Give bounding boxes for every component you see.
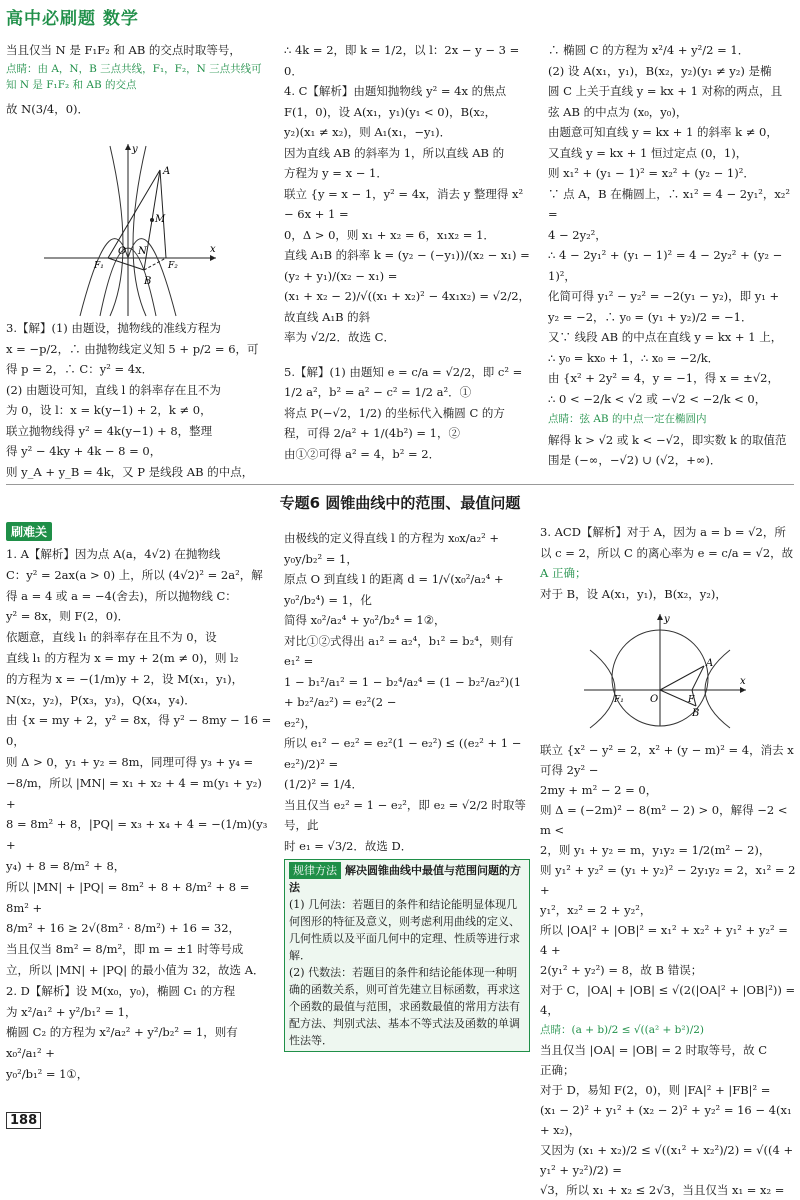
y-axis-label: y [132,144,138,155]
text-line: 4. C【解析】由题知抛物线 y² = 4x 的焦点 [284,84,507,98]
text-line: y₀²/b₁² = 1①， [6,1066,89,1081]
point-label-n: N [138,246,147,257]
text-line: ∵ 点 A，B 在椭圆上，∴ x₁² = 4 − 2y₁²，x₂² = [548,186,791,221]
point-label-o: O [650,694,659,705]
difficulty-badge: 刷难关 [6,522,52,541]
parabola-figure [40,140,220,320]
method-box [284,859,530,1052]
text-line: 围是 (−∞，−√2) ∪ (√2，+∞)． [548,453,722,467]
method-paragraph: (1) 几何法：若题目的条件和结论能明显体现几何图形的特征及意义，则考虑利用曲线的定义、几何性质以及平面几何中的定理、性质等进行求解． [289,898,520,962]
text-line: 则 Δ > 0，y₁ + y₂ = 8m，同理可得 y₃ + y₄ = [6,754,254,769]
note-text: 点睛：由 A，N，B 三点共线，F₁，F₂，N 三点共线可知 N 是 F₁F₂ 和 AB 的交点 [6,62,262,91]
text-line: 又∵ 线段 AB 的中点在直线 y = kx + 1 上， [548,330,783,344]
text-line: 程，可得 2/a² + 1/(4b²) = 1，② [284,426,460,440]
text-line: 当且仅当 e₂² = 1 − e₂²，即 e₂ = √2/2 时取等号，此 [284,797,526,832]
text-line: √3，所以 x₁ + x₂ ≤ 2√3，当且仅当 x₁ = x₂ = [540,1183,785,1197]
text-line: ∴ 0 < −2/k < √2 或 −√2 < −2/k < 0， [548,391,767,406]
text-line: 又因为 (x₁ + x₂)/2 ≤ √((x₁² + x₂²)/2) = √((4 + y₁² + y₂²)/2) = [540,1143,794,1177]
text-line: 1 − b₁²/a₁² = 1 − b₂⁴/a₂⁴ = (1 − b₂²/a₂²)(1 + b₂²/a₂²) = e₂²(2 − [284,674,522,709]
text-line: y₁²，x₂² = 2 + y₂²， [540,903,652,917]
key-point-note: 点睛：弦 AB 的中点一定在椭圆内 [548,413,707,425]
text-line: 则 y_A + y_B = 4k，又 P 是线段 AB 的中点， [6,464,254,479]
point-label-f2: F₂ [168,261,178,271]
text-line: 则 y₁² + y₂² = (y₁ + y₂)² − 2y₁y₂ = 2，x₁² = 2 + [540,863,796,897]
text-line: 联立抛物线得 y² = 4k(y−1) + 8，整理 [6,423,213,438]
point-label-f: F [688,695,695,705]
text-line: (x₁ + x₂ − 2)/√((x₁ + x₂)² − 4x₁x₂) = √2/2，故直线 A₁B 的斜 [284,289,531,324]
point-label-a: A [706,658,714,669]
text-line: 由 {x² + 2y² = 4，y = −1，得 x = ±√2， [548,371,779,385]
upper-column-3 [548,40,796,471]
hyperbola-circle-figure [580,610,750,730]
text-line: 当且仅当 8m² = 8/m²，即 m = ±1 时等号成 [6,942,244,957]
text-line: 化简可得 y₁² − y₂² = −2(y₁ − y₂)，即 y₁ + [548,289,780,303]
text-line: 对于 C，|OA| + |OB| ≤ √(2(|OA|² + |OB|²)) = 4， [540,983,796,1017]
method-title: 规律方法 [289,862,341,879]
text-line: 得 a = 4 或 a = −4(舍去)，所以抛物线 C： [6,588,237,603]
text-line: 依题意，直线 l₁ 的斜率存在且不为 0，设 [6,630,217,645]
text-line: (x₁ − 2)² + y₁² + (x₂ − 2)² + y₂² = 16 − 4(x₁ + x₂)， [540,1103,792,1137]
text-line: 将点 P(−√2，1/2) 的坐标代入椭圆 C 的方 [284,405,505,420]
page-header-title: 高中必刷题 数学 [6,9,139,29]
text-line: ∴ 4k = 2，即 k = 1/2，以 l：2x − y − 3 = 0． [284,43,520,78]
lower-column-3 [540,522,796,604]
method-heading [289,862,525,896]
text-line: 故 N(3/4，0)． [6,101,90,116]
text-line: 2my + m² − 2 = 0， [540,783,658,797]
lower-column-3-part-b [540,740,796,1200]
text-line: F(1，0)，设 A(x₁，y₁)(y₁ < 0)，B(x₂， [284,104,497,119]
upper-column-2 [284,40,534,464]
text-line: 由极线的定义得直线 l 的方程为 x₀x/a₂² + [284,531,499,545]
text-line: 以 c = 2，所以 C 的离心率为 e = c/a = √2，故 [540,545,794,560]
text-line: 0，Δ > 0，则 x₁ + x₂ = 6，x₁x₂ = 1． [284,227,495,242]
text-line: 则 x₁² + (y₁ − 1)² = x₂² + (y₂ − 1)²． [548,166,755,180]
text-line: 因为直线 AB 的斜率为 1，所以直线 AB 的 [284,145,505,160]
text-line: 所以 e₁² − e₂² = e₂²(1 − e₂²) ≤ ((e₂² + 1 − e₂²)/2)² = [284,736,522,771]
text-line: 弦 AB 的中点为 (x₀，y₀)， [548,104,688,119]
text-line: 立，所以 |MN| + |PQ| 的最小值为 32，故选 A． [6,962,265,977]
method-heading-text: 解决圆锥曲线中最值与范围问题的方法 [289,864,521,894]
text-line: 的方程为 x = −(1/m)y + 2，设 M(x₁，y₁)， [6,671,244,686]
page-number: 188 [6,1112,41,1129]
text-line: 2，则 y₁ + y₂ = m，y₁y₂ = 1/2(m² − 2)， [540,843,771,857]
x-axis-label: x [740,676,746,687]
text-line: 所以 |OA|² + |OB|² = x₁² + x₂² + y₁² + y₂² = 4 + [540,923,788,957]
text-line: 为 x²/a₁² + y²/b₁² = 1， [6,1004,137,1019]
text-line: 当且仅当 |OA| = |OB| = 2 时取等号，故 C [540,1043,768,1057]
text-line: C：y² = 2ax(a > 0) 上，所以 (4√2)² = 2a²，解 [6,567,263,582]
text-line: ∴ 椭圆 C 的方程为 x²/4 + y²/2 = 1． [548,43,750,57]
text-line: 方程为 y = x − 1． [284,166,388,180]
text-line: y₂)(x₁ ≠ x₂)，则 A₁(x₁，−y₁)． [284,125,452,139]
text-line: 对比①②式得出 a₁² = a₂⁴，b₁² = b₂⁴，则有 e₁² = [284,633,514,668]
text-line: 为 0，设 l：x = k(y−1) + 2，k ≠ 0， [6,403,212,417]
text-line: 则 Δ = (−2m)² − 8(m² − 2) > 0，解得 −2 < m < [540,803,788,837]
upper-column-1 [6,40,268,119]
text-line: 1. A【解析】因为点 A(a，4√2) 在抛物线 [6,547,221,561]
section-title: 专题6 圆锥曲线中的范围、最值问题 [279,494,521,512]
text-line: A 正确； [540,566,587,580]
text-line: 简得 x₀²/a₂⁴ + y₀²/b₂⁴ = 1②， [284,613,446,627]
text-line: 所以 |MN| + |PQ| = 8m² + 8 + 8/m² + 8 = 8m² + [6,879,250,915]
text-line: N(x₂，y₂)，P(x₃，y₃)，Q(x₄，y₄)． [6,692,196,707]
text-line: y₂ = −2，∴ y₀ = (y₁ + y₂)/2 = −1． [548,309,753,324]
y-axis-label: y [664,614,670,625]
point-label-b: B [144,276,152,287]
point-label-a: A [163,166,171,177]
point-label-f1: F₁ [614,695,624,705]
point-label-b: B [692,708,700,719]
text-line: 直线 l₁ 的方程为 x = my + 2(m ≠ 0)，则 l₂ [6,650,239,665]
text-line: 由题意可知直线 y = kx + 1 的斜率 k ≠ 0， [548,125,778,139]
lower-column-2 [284,528,530,1052]
text-line: y₄) + 8 = 8/m² + 8， [6,858,126,873]
text-line: 又直线 y = kx + 1 恒过定点 (0，1)， [548,145,748,160]
text-line: 得 p = 2，∴ C：y² = 4x． [6,362,154,376]
text-line: (2) 设 A(x₁，y₁)，B(x₂，y₂)(y₁ ≠ y₂) 是椭 [548,63,772,78]
text-line: 8 = 8m² + 8，|PQ| = x₃ + x₄ + 4 = −(1/m)(y₃ + [6,817,268,853]
text-line: 3.【解】(1) 由题设，抛物线的准线方程为 [6,321,221,335]
text-line: 时 e₁ = √3/2．故选 D． [284,838,413,853]
text-line: 2. D【解析】设 M(x₀，y₀)，椭圆 C₁ 的方程 [6,983,236,998]
text-line: 正确； [540,1063,575,1077]
text-line: y₀y/b₂² = 1， [284,551,358,566]
lower-column-1 [6,544,272,1085]
upper-column-1-part-b [6,318,268,482]
text-line: ∴ y₀ = kx₀ + 1，∴ x₀ = −2/k． [548,350,720,365]
text-line: 椭圆 C₂ 的方程为 x²/a₂² + y²/b₂² = 1，则有 x₀²/a₁² + [6,1025,238,1061]
text-line: 5.【解】(1) 由题知 e = c/a = √2/2，即 c² = [284,364,523,379]
text-line: 圆 C 上关于直线 y = kx + 1 对称的两点，且 [548,84,783,98]
text-line: 对于 D，易知 F(2，0)，则 |FA|² + |FB|² = [540,1083,771,1097]
text-line: 当且仅当 N 是 F₁F₂ 和 AB 的交点时取等号， [6,43,241,57]
text-line: 联立 {y = x − 1，y² = 4x，消去 y 整理得 x² − 6x + 1 = [284,186,524,221]
section-divider [6,484,794,485]
text-line: 联立 {x² − y² = 2，x² + (y − m)² = 4，消去 x 可得 2y² − [540,743,794,777]
text-line: 由①②可得 a² = 4，b² = 2． [284,446,441,461]
text-line: 率为 √2/2．故选 C． [284,330,395,344]
text-line: 得 y² − 4ky + 4k − 8 = 0， [6,444,162,458]
text-line: y² = 8x，则 F(2，0)． [6,609,130,624]
text-line: 由 {x = my + 2，y² = 8x，得 y² − 8my − 16 = 0， [6,713,272,749]
text-line: 4 − 2y₂²， [548,227,607,242]
method-paragraph: (2) 代数法：若题目的条件和结论能体现一种明确的函数关系，则可首先建立目标函数，再求这个函数的最值与范围，求函数最值的常用方法有配方法、判别式法、基本不等式法及函数的单调性法等． [289,966,520,1047]
text-line: −8/m，所以 |MN| = x₁ + x₂ + 4 = m(y₁ + y₂) + [6,775,262,811]
text-line: 直线 A₁B 的斜率 k = (y₂ − (−y₁))/(x₂ − x₁) = (y₂ + y₁)/(x₂ − x₁) = [284,248,530,283]
text-line: 3. ACD【解析】对于 A，因为 a = b = √2，所 [540,525,786,539]
point-label-f1: F₁ [94,261,104,271]
text-line: (2) 由题设可知，直线 l 的斜率存在且不为 [6,382,221,397]
text-line: 1/2 a²，b² = a² − c² = 1/2 a²．① [284,385,472,399]
x-axis-label: x [210,244,216,255]
point-label-o: O [118,246,127,257]
text-line: 对于 B，设 A(x₁，y₁)，B(x₂，y₂)， [540,586,727,601]
text-line: 8/m² + 16 ≥ 2√(8m² · 8/m²) + 16 = 32， [6,921,241,936]
point-label-m: M [155,214,166,225]
text-line: (1/2)² = 1/4． [284,777,364,791]
text-line: 解得 k > √2 或 k < −√2，即实数 k 的取值范 [548,432,787,447]
text-line: e₂²)， [284,715,317,730]
text-line: 2(y₁² + y₂²) = 8，故 B 错误； [540,963,703,977]
text-line: 原点 O 到直线 l 的距离 d = 1/√(x₀²/a₂⁴ + y₀²/b₂⁴) = 1，化 [284,572,504,607]
text-line: ∴ 4 − 2y₁² + (y₁ − 1)² = 4 − 2y₂² + (y₂ − 1)²， [548,248,783,283]
key-point-note [6,61,268,93]
text-line: x = −p/2，∴ 由抛物线定义知 5 + p/2 = 6，可 [6,341,259,356]
key-point-note: 点睛：(a + b)/2 ≤ √((a² + b²)/2) [540,1024,705,1036]
